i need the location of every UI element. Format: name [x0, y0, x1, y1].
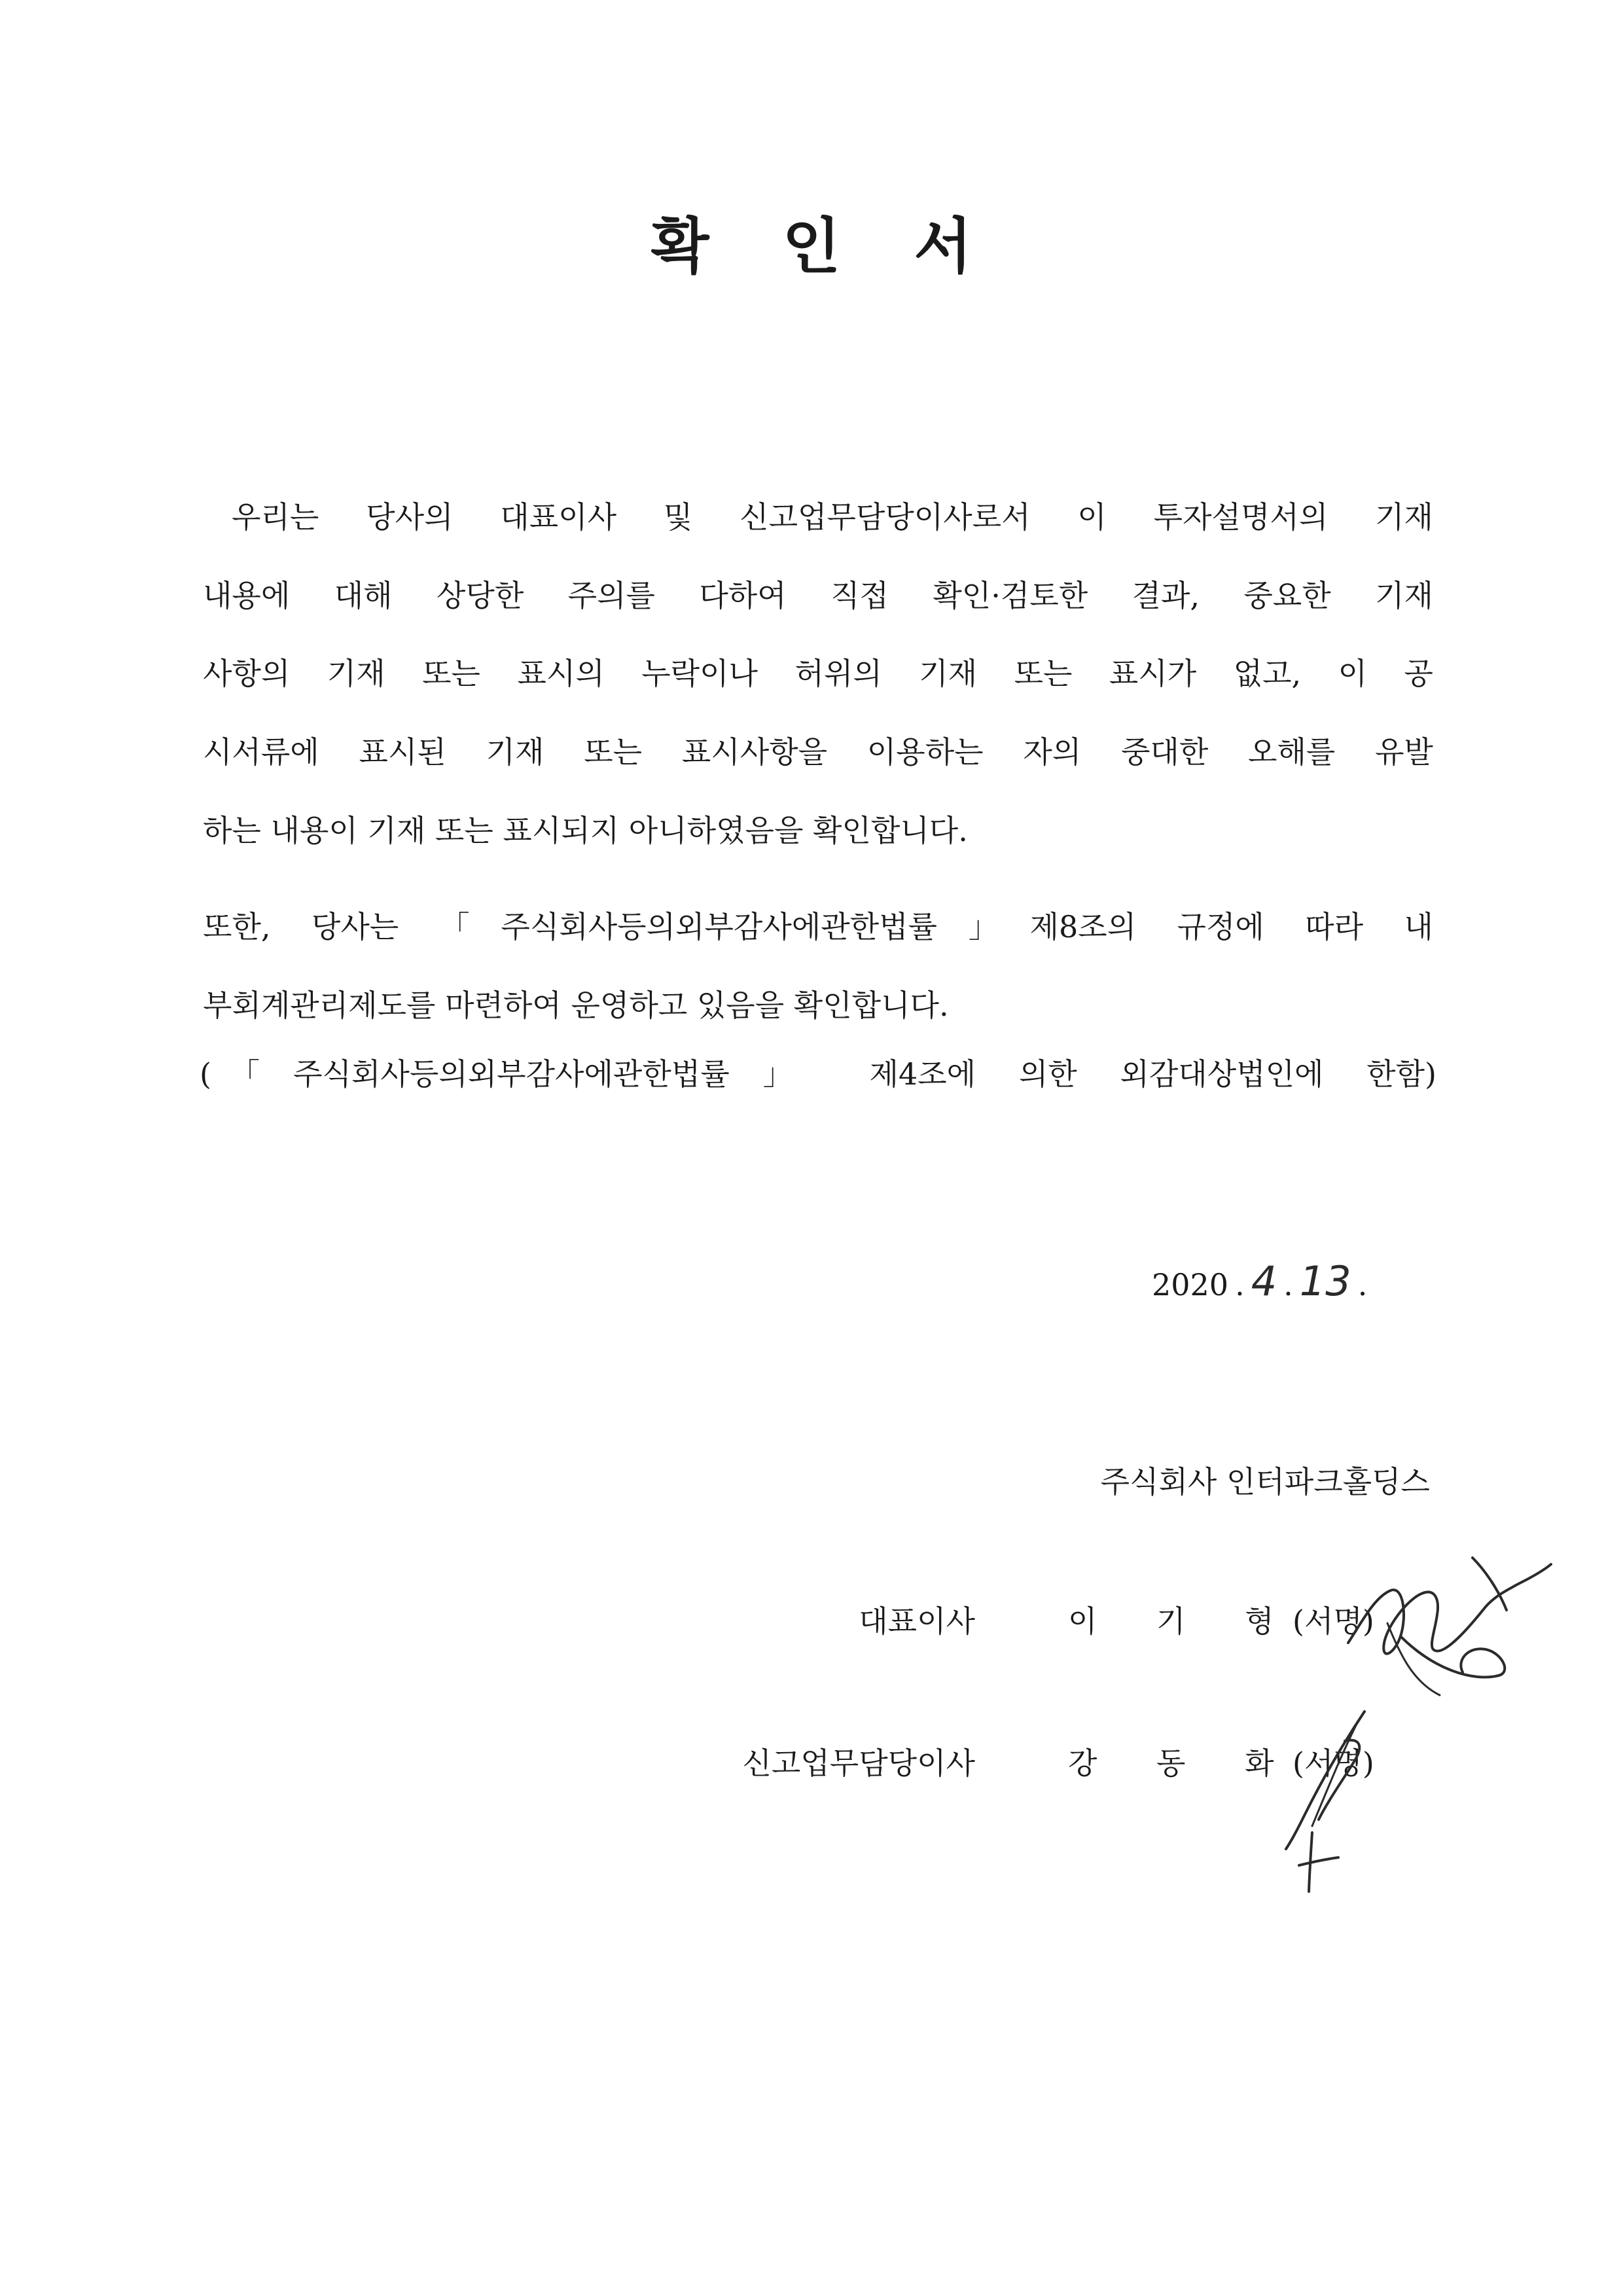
document-title: 확 인 서: [651, 211, 999, 281]
signatory-name: 강 동 화: [1068, 1746, 1299, 1781]
date-month-handwritten: 4: [1251, 1257, 1277, 1305]
paragraph-line: 시서류에 표시된 기재 또는 표시사항을 이용하는 자의 중대한 오해를 유발: [203, 734, 1433, 770]
signatory-name: 이 기 형: [1068, 1604, 1299, 1639]
paragraph-line: 사항의 기재 또는 표시의 누락이나 허위의 기재 또는 표시가 없고, 이 공: [203, 656, 1433, 691]
paragraph-line: 부회계관리제도를 마련하여 운영하고 있음을 확인합니다.: [203, 988, 949, 1023]
paragraph-line: 하는 내용이 기재 또는 표시되지 아니하였음을 확인합니다.: [203, 813, 968, 848]
signatory-role: 신고업무담당이사: [742, 1746, 975, 1781]
document-date: 2020 . 4 . 13 .: [1152, 1257, 1368, 1305]
scope-note: (「주식회사등의외부감사에관한법률」 제4조에 의한 외감대상법인에 한함): [200, 1056, 1436, 1092]
handwritten-signature-reporting-director: [1266, 1702, 1397, 1898]
company-name: 주식회사 인터파크홀딩스: [1100, 1464, 1430, 1499]
date-day-handwritten: 13: [1299, 1257, 1351, 1305]
signature-label: (서명): [1293, 1604, 1374, 1639]
paragraph-line: 우리는 당사의 대표이사 및 신고업무담당이사로서 이 투자설명서의 기재: [232, 499, 1433, 535]
paragraph-line: 내용에 대해 상당한 주의를 다하여 직접 확인·검토한 결과, 중요한 기재: [203, 578, 1433, 613]
date-year: 2020: [1152, 1267, 1229, 1302]
signature-label: (서명): [1293, 1746, 1374, 1781]
paragraph-line: 또한, 당사는 「주식회사등의외부감사에관한법률」제8조의 규정에 따라 내: [203, 909, 1433, 944]
signatory-role: 대표이사: [859, 1604, 975, 1639]
handwritten-signature-ceo: [1335, 1545, 1558, 1708]
